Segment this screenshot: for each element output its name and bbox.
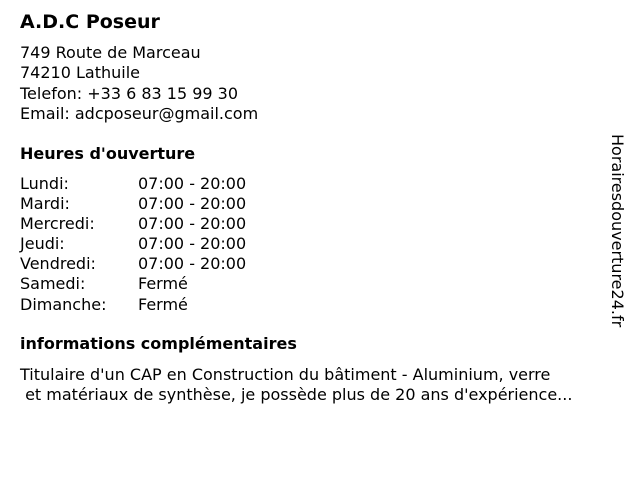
day-label: Mardi:	[20, 194, 70, 214]
info-line: et matériaux de synthèse, je possède plus de 20 ans d'expérience...	[20, 385, 573, 404]
day-label: Mercredi:	[20, 214, 95, 234]
hours-row-monday	[20, 174, 320, 194]
hours-row-thursday	[20, 234, 320, 254]
opening-hours-heading: Heures d'ouverture	[20, 144, 196, 163]
hours-row-saturday	[20, 274, 320, 294]
day-label: Dimanche:	[20, 294, 107, 314]
time-value: 07:00 - 20:00	[138, 234, 247, 254]
time-value: 07:00 - 20:00	[138, 174, 247, 193]
day-label: Jeudi:	[20, 234, 65, 254]
hours-row-tuesday	[20, 194, 320, 214]
time-value: 07:00 - 20:00	[138, 194, 247, 214]
hours-row-friday	[20, 254, 320, 274]
day-label: Vendredi:	[20, 254, 96, 274]
time-value: 07:00 - 20:00	[138, 254, 247, 274]
additional-info-heading: informations complémentaires	[20, 334, 297, 353]
day-label: Lundi:	[20, 174, 69, 193]
time-value: Fermé	[138, 294, 188, 314]
business-name: A.D.C Poseur	[20, 11, 160, 33]
info-line: Titulaire d'un CAP en Construction du bâtiment - Aluminium, verre	[20, 365, 551, 384]
time-value: Fermé	[138, 274, 188, 294]
site-watermark: Horairesdouverture24.fr	[608, 134, 627, 328]
additional-info-text	[20, 365, 620, 405]
contact-block	[20, 43, 258, 124]
opening-hours-table	[20, 174, 320, 315]
hours-row-wednesday	[20, 214, 320, 234]
time-value: 07:00 - 20:00	[138, 214, 247, 234]
email-address: Email: adcposeur@gmail.com	[20, 103, 259, 123]
phone-number: Telefon: +33 6 83 15 99 30	[20, 83, 239, 103]
hours-row-sunday	[20, 295, 320, 315]
address-street: 749 Route de Marceau	[20, 43, 201, 62]
address-city: 74210 Lathuile	[20, 63, 140, 83]
day-label: Samedi:	[20, 274, 86, 294]
